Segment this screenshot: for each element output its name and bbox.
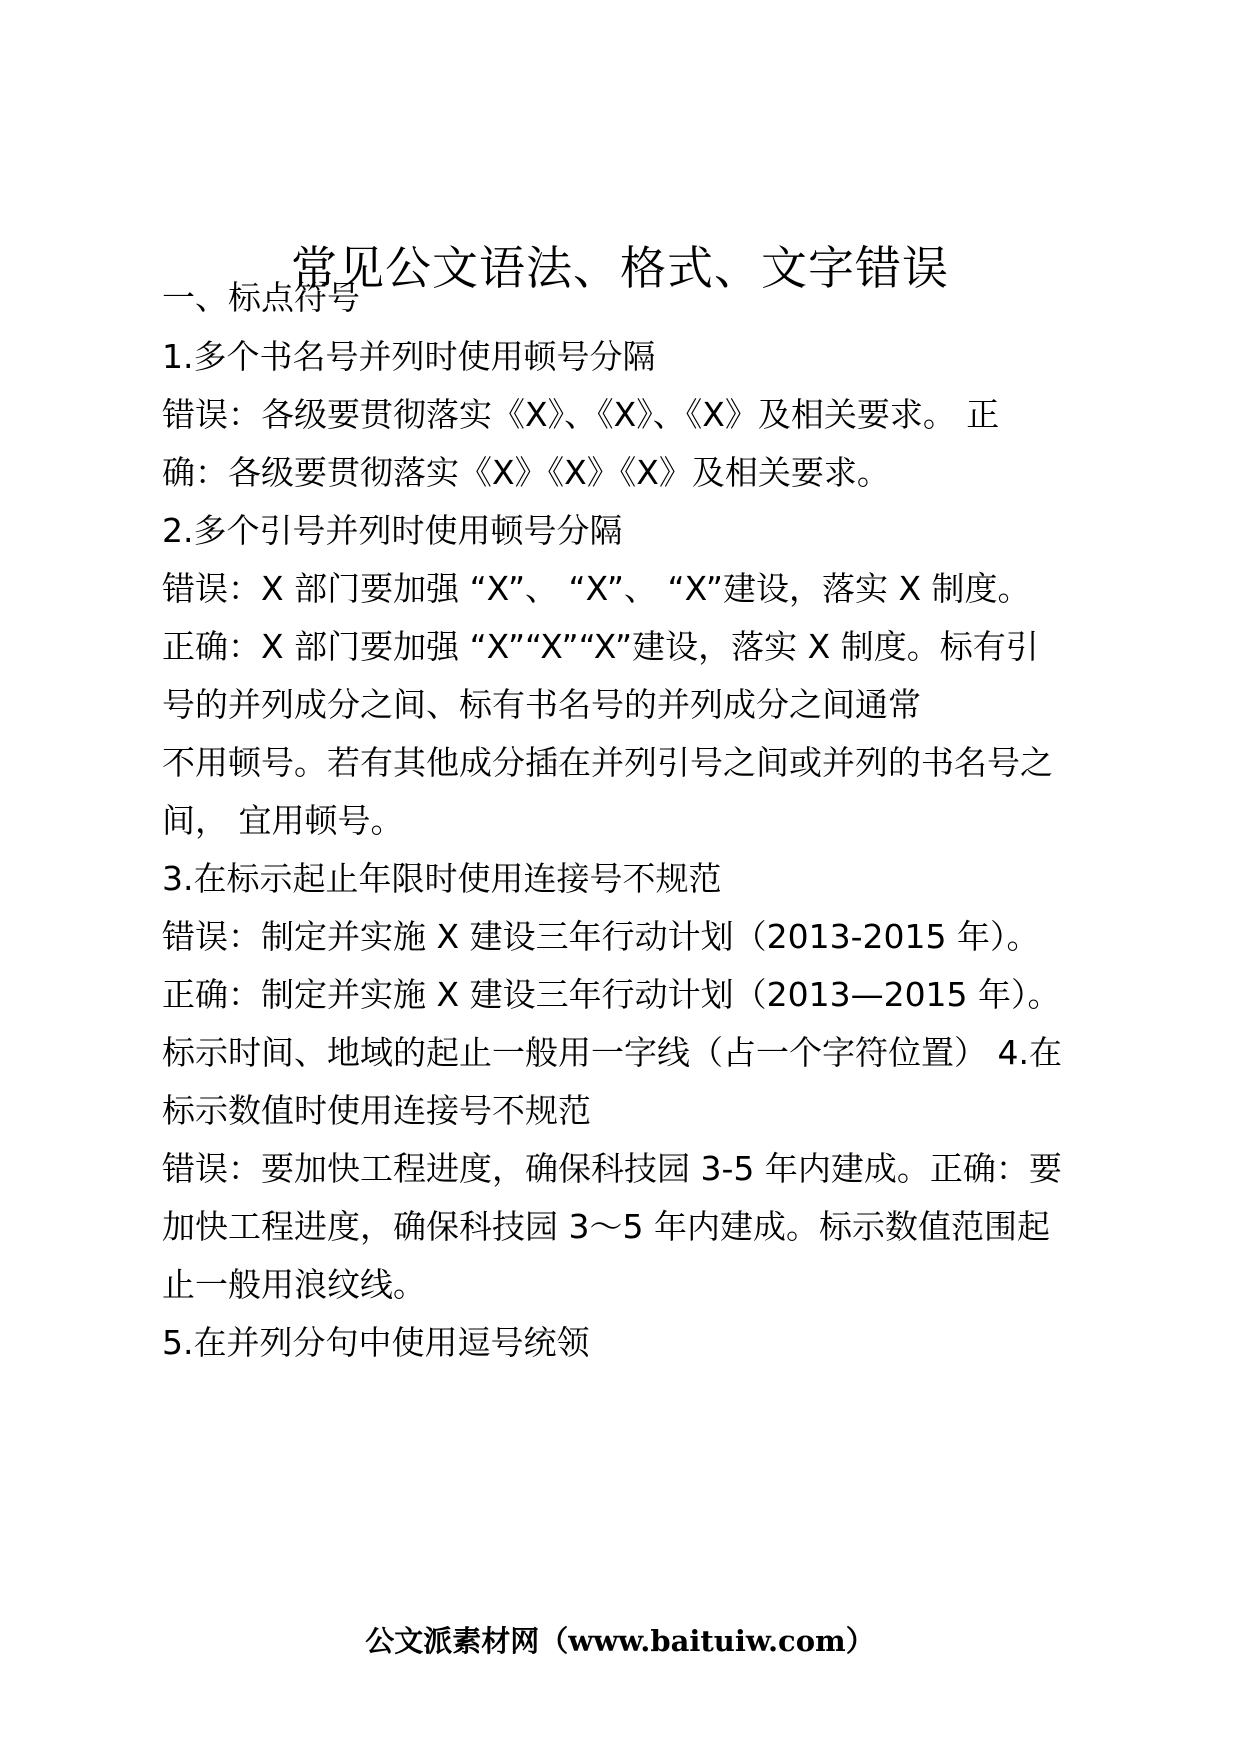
page-footer: 公文派素材网（www.baituiw.com） [365, 1624, 875, 1658]
text-line: 不用顿号。若有其他成分插在并列引号之间或并列的书名号之 [162, 743, 1053, 782]
text-line: 加快工程进度，确保科技园 3～5 年内建成。标示数值范围起 [162, 1207, 1050, 1246]
text-line: 正确：制定并实施 X 建设三年行动计划（2013—2015 年）。 [162, 975, 1061, 1014]
text-line: 1.多个书名号并列时使用顿号分隔 [162, 337, 656, 376]
text-line: 号的并列成分之间、标有书名号的并列成分之间通常 [162, 685, 921, 724]
text-line: 错误：制定并实施 X 建设三年行动计划（2013-2015 年）。 [162, 917, 1040, 956]
text-line: 标示数值时使用连接号不规范 [162, 1091, 591, 1130]
text-line: 5.在并列分句中使用逗号统领 [162, 1323, 590, 1362]
text-line: 间， 宜用顿号。 [162, 801, 404, 840]
text-line: 错误：X 部门要加强 “X”、 “X”、 “X”建设，落实 X 制度。 [162, 569, 1031, 608]
text-line: 错误：各级要贯彻落实《X》、《X》、《X》及相关要求。 正 [162, 395, 1000, 434]
text-line: 正确：X 部门要加强 “X”“X”“X”建设，落实 X 制度。标有引 [162, 627, 1039, 666]
text-line: 2.多个引号并列时使用顿号分隔 [162, 511, 623, 550]
section-heading: 一、标点符号 [162, 278, 360, 317]
document-title: 常见公文语法、格式、文字错误 [291, 241, 949, 295]
text-line: 确：各级要贯彻落实《X》《X》《X》及相关要求。 [162, 453, 890, 492]
text-line: 标示时间、地域的起止一般用一字线（占一个字符位置） 4.在 [162, 1033, 1062, 1072]
text-line: 3.在标示起止年限时使用连接号不规范 [162, 859, 722, 898]
text-line: 止一般用浪纹线。 [162, 1265, 426, 1304]
text-line: 错误：要加快工程进度，确保科技园 3-5 年内建成。正确：要 [162, 1149, 1062, 1188]
